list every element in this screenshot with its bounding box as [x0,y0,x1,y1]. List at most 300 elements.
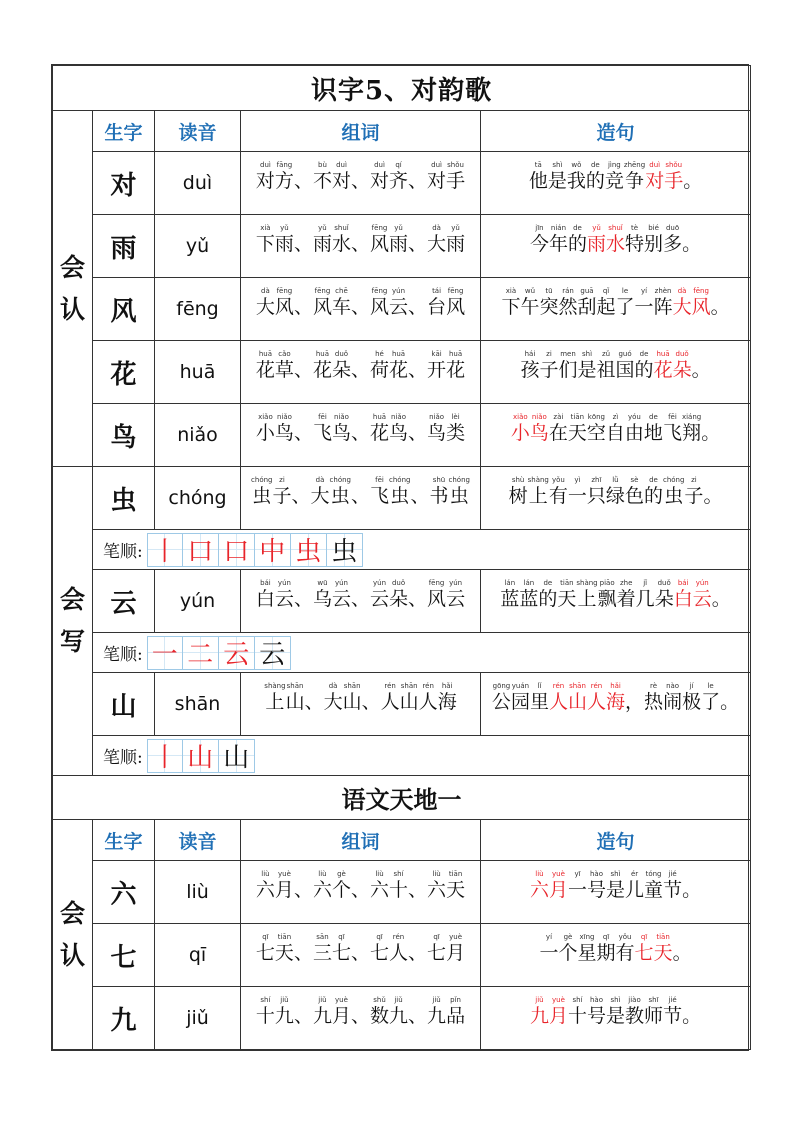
ruby-char [557,578,576,610]
hanzi: 公 [491,691,511,713]
pinyin-annotation: huā [315,350,330,358]
ruby-char [427,160,446,192]
hanzi: 云 [274,588,294,610]
pinyin-annotation: niǎo [429,413,445,421]
hanzi: 、 [408,879,428,901]
header-char: 生字 [93,820,155,861]
pinyin-annotation: shí [260,996,271,1004]
sentence-cell [481,467,751,530]
ruby-char [645,160,664,192]
ruby-char [664,160,683,192]
hanzi: 雨 [312,233,332,255]
pinyin-annotation: hé [375,350,384,358]
hanzi: 鸟 [427,422,447,444]
hanzi: 一 [539,942,559,964]
pinyin-annotation: duō [665,224,680,232]
hanzi: 花 [653,359,673,381]
pinyin-annotation: yǔ [592,224,601,232]
ruby-char [720,681,739,713]
hanzi: 上 [577,588,597,610]
ruby-char [332,869,351,901]
hanzi: 七 [634,942,654,964]
stroke-char: 山 [223,743,250,773]
pinyin-cell: chóng [155,467,241,530]
hanzi: 荷 [370,359,390,381]
pinyin-annotation: shān [286,682,304,690]
hanzi: 、 [350,942,370,964]
stroke-char: 虫 [295,537,322,567]
hanzi: 方 [274,170,294,192]
ruby-char [446,578,465,610]
ruby-char [313,223,332,255]
ruby-line [487,475,744,521]
ruby-char [389,349,408,381]
hanzi: 飞 [662,422,682,444]
pinyin-annotation: fēi [318,413,327,421]
ruby-char [663,223,682,255]
ruby-char [673,286,692,318]
hanzi: 海 [606,691,626,713]
hanzi: 热 [644,691,664,713]
pinyin-annotation: duì [649,161,661,169]
ruby-char [256,578,275,610]
ruby-char [256,869,275,901]
stroke-box [219,739,255,773]
stroke-box [219,636,255,670]
pinyin-cell: fēng [155,278,241,341]
words-cell [241,570,481,633]
pinyin-annotation: shàng [264,682,286,690]
hanzi: 三 [312,942,332,964]
pinyin-annotation: wǒ [571,161,582,169]
ruby-char [655,578,674,610]
hanzi: 自 [605,422,625,444]
ruby-char [519,578,538,610]
ruby-char [701,681,720,713]
pinyin-annotation: huā [656,350,670,358]
stroke-char: 丨 [151,743,178,773]
pinyin-annotation: tè [631,224,639,232]
ruby-char [251,475,272,507]
ruby-char [292,475,311,507]
hanzi: 人 [418,691,438,713]
ruby-line [247,412,474,458]
char-cell: 云 [93,570,155,633]
pinyin-annotation: ér [630,870,639,878]
ruby-char [663,412,682,444]
hanzi: 一 [634,296,654,318]
hanzi: 下 [501,296,521,318]
stroke-order-cell [93,530,751,570]
ruby-char [351,995,370,1027]
category-char: 会 [59,898,85,928]
pinyin-annotation: guā [580,287,594,295]
stroke-char: 一 [151,640,178,670]
pinyin-annotation: jí [689,682,694,690]
hanzi: 极 [682,691,702,713]
ruby-char [446,412,465,444]
hanzi: 风 [427,588,447,610]
hanzi: 花 [389,359,409,381]
ruby-char [520,286,539,318]
pinyin-annotation: jìng [607,161,621,169]
ruby-char [549,412,568,444]
ruby-line [247,475,474,521]
pinyin-annotation: bù [318,161,327,169]
pinyin-annotation: yún [334,579,348,587]
ruby-char [370,349,389,381]
ruby-char [587,475,606,507]
ruby-char [606,681,625,713]
ruby-char [644,869,663,901]
pinyin-annotation: shū [432,476,446,484]
hanzi: 月 [446,942,466,964]
words-cell [241,861,481,924]
stroke-order [93,636,750,670]
ruby-char [330,475,351,507]
ruby-char [568,681,587,713]
ruby-char [427,995,446,1027]
ruby-char [256,160,275,192]
ruby-char [663,475,684,507]
hanzi: 海 [437,691,457,713]
words-cell [241,404,481,467]
pinyin-annotation: gōng [492,682,511,690]
category-write [53,467,93,776]
pinyin-annotation: yóu [627,413,641,421]
hanzi: 开 [427,359,447,381]
pinyin-annotation: duǒ [334,350,349,358]
hanzi: 七 [370,942,390,964]
hanzi: 、 [350,1005,370,1027]
ruby-line [487,995,744,1041]
hanzi: 、 [361,691,381,713]
pinyin-annotation: zi [546,350,552,358]
ruby-char [446,995,465,1027]
ruby-char [294,160,313,192]
hanzi: 只 [586,485,606,507]
ruby-char [324,681,343,713]
ruby-char [549,681,568,713]
ruby-char [663,869,682,901]
hanzi: 鸟 [389,422,409,444]
pinyin-annotation: fēi [375,476,384,484]
ruby-line [487,681,744,727]
ruby-char [410,475,429,507]
ruby-char [313,286,332,318]
ruby-char [427,578,446,610]
ruby-char [511,681,530,713]
hanzi: 子 [272,485,292,507]
char-row [53,152,751,215]
ruby-char [294,349,313,381]
pinyin-annotation: chóng [662,476,685,484]
pinyin-annotation: tiān [277,933,292,941]
pinyin-annotation: qī [376,933,383,941]
pinyin-annotation: qī [338,933,345,941]
pinyin-annotation: fēng [314,287,331,295]
char-row [53,278,751,341]
char-cell: 山 [93,673,155,736]
hanzi: 。 [682,233,702,255]
pinyin-annotation: jiǔ [318,996,327,1004]
hanzi: 朵 [654,588,674,610]
hanzi: 的 [538,588,558,610]
hanzi: 、 [410,485,430,507]
ruby-char [538,578,557,610]
hanzi: 花 [446,359,466,381]
ruby-char [693,578,712,610]
ruby-char [389,995,408,1027]
ruby-char [446,932,465,964]
ruby-line [247,160,474,206]
ruby-char [351,286,370,318]
ruby-char [654,286,673,318]
ruby-char [683,160,702,192]
hanzi: 天 [653,942,673,964]
char-row [53,924,751,987]
stroke-char: 虫 [331,537,358,567]
ruby-char [294,223,313,255]
pinyin-annotation: nào [666,682,680,690]
ruby-char [644,223,663,255]
stroke-box [255,636,291,670]
hanzi: 六 [255,879,275,901]
pinyin-cell: yǔ [155,215,241,278]
hanzi: 天 [446,879,466,901]
pinyin-annotation: zì [612,413,619,421]
pinyin-annotation: liù [432,870,441,878]
ruby-char [362,681,381,713]
ruby-char [635,932,654,964]
ruby-char [625,681,644,713]
pinyin-annotation: qī [602,933,610,941]
pinyin-annotation: bái [260,579,271,587]
ruby-char [549,475,568,507]
hanzi: 阵 [653,296,673,318]
hanzi: 树 [508,485,528,507]
sentence-cell [481,152,751,215]
pinyin-annotation: duǒ [657,579,671,587]
pinyin-annotation: dà [315,476,325,484]
pinyin-annotation: rè [650,682,658,690]
pinyin-annotation: xīng [579,933,595,941]
pinyin-annotation: fēng [371,287,388,295]
hanzi: 号 [587,879,607,901]
pinyin-annotation: kōng [587,413,605,421]
stroke-box [255,533,291,567]
pinyin-annotation: lǐ [537,682,542,690]
hanzi: 、 [293,359,313,381]
pinyin-annotation: chóng [251,476,273,484]
ruby-char [446,869,465,901]
pinyin-annotation: chē [335,287,348,295]
pinyin-annotation: lán [504,579,516,587]
ruby-char [275,349,294,381]
hanzi: 是 [606,879,626,901]
ruby-char [549,869,568,901]
hanzi: 、 [408,170,428,192]
ruby-char [529,160,548,192]
ruby-char [275,223,294,255]
hanzi: 九 [312,1005,332,1027]
ruby-char [587,869,606,901]
pinyin-annotation: cǎo [278,350,291,358]
hanzi: 花 [370,422,390,444]
ruby-char [408,349,427,381]
ruby-char [427,932,446,964]
ruby-char [598,578,617,610]
pinyin-annotation: rén [384,682,396,690]
hanzi: 的 [634,359,654,381]
ruby-char [530,412,549,444]
hanzi: 月 [548,879,568,901]
hanzi: 今 [529,233,549,255]
hanzi: 山 [567,691,587,713]
pinyin-annotation: yuè [335,996,348,1004]
hanzi: 大 [310,485,330,507]
ruby-char [616,349,635,381]
ruby-char [625,475,644,507]
ruby-char [492,681,511,713]
pinyin-annotation: jié [668,870,677,878]
pinyin-annotation: yǒu [551,476,565,484]
header-row [53,820,751,861]
hanzi: 祖 [596,359,616,381]
ruby-char [682,681,701,713]
pinyin-annotation: jīn [535,224,544,232]
hanzi: 、 [293,879,313,901]
hanzi: 。 [672,942,692,964]
ruby-char [673,932,692,964]
ruby-char [311,475,330,507]
pinyin-annotation: huā [372,413,387,421]
words-cell [241,467,481,530]
ruby-char [256,412,275,444]
ruby-char [370,475,389,507]
ruby-char [644,995,663,1027]
pinyin-annotation: yǔ [394,224,403,232]
ruby-char [294,932,313,964]
ruby-char [548,160,567,192]
hanzi: 九 [389,1005,409,1027]
char-cell: 风 [93,278,155,341]
ruby-char [539,286,558,318]
ruby-char [427,286,446,318]
pinyin-annotation: shān [343,682,361,690]
ruby-char [606,869,625,901]
hanzi: 个 [558,942,578,964]
char-row [53,861,751,924]
stroke-order-row [53,530,751,570]
pinyin-annotation: shuǐ [334,224,349,232]
ruby-char [313,578,332,610]
hanzi: 对 [427,170,447,192]
ruby-char [597,349,616,381]
hanzi: 他 [528,170,548,192]
hanzi: 云 [331,588,351,610]
ruby-char [712,578,731,610]
pinyin-annotation: hào [590,870,604,878]
pinyin-annotation: fēng [693,287,709,295]
hanzi: 翔 [682,422,702,444]
ruby-char [389,223,408,255]
ruby-line [487,160,744,206]
ruby-char [351,160,370,192]
ruby-char [294,412,313,444]
ruby-char [389,286,408,318]
words-cell [241,278,481,341]
words-cell [241,924,481,987]
pinyin-annotation: shān [569,682,586,690]
hanzi: 乌 [312,588,332,610]
pinyin-annotation: rán [562,287,574,295]
hanzi: 。 [720,691,740,713]
ruby-char [449,475,470,507]
hanzi: 七 [427,942,447,964]
ruby-char [313,932,332,964]
hanzi: 。 [682,879,702,901]
ruby-char [408,223,427,255]
ruby-char [606,475,625,507]
hanzi: 特 [625,233,645,255]
ruby-char [351,578,370,610]
pinyin-annotation: men [560,350,576,358]
ruby-char [654,932,673,964]
pinyin-annotation: lèi [451,413,460,421]
hanzi: 朵 [331,359,351,381]
ruby-char [275,412,294,444]
hanzi: 不 [312,170,332,192]
hanzi: 鸟 [274,422,294,444]
hanzi: 山 [399,691,419,713]
hanzi: 对 [331,170,351,192]
ruby-char [674,578,693,610]
pinyin-annotation: zǔ [601,350,611,358]
pinyin-annotation: de [649,476,658,484]
hanzi: 小 [255,422,275,444]
category-char: 认 [59,940,85,970]
hanzi: 的 [585,170,605,192]
stroke-box [147,636,183,670]
ruby-char [530,995,549,1027]
hanzi: 六 [370,879,390,901]
ruby-char [351,869,370,901]
pinyin-annotation: yún [449,579,463,587]
hanzi: 孩 [520,359,540,381]
pinyin-annotation: shǒu [447,161,464,169]
ruby-char [663,995,682,1027]
ruby-char [617,578,636,610]
hanzi: 虫 [664,485,684,507]
pinyin-annotation: huā [258,350,272,358]
pinyin-annotation: zhēng [623,161,646,169]
hanzi: 期 [596,942,616,964]
hanzi: 七 [331,942,351,964]
pinyin-annotation: wǔ [524,287,536,295]
ruby-char [370,995,389,1027]
pinyin-annotation: zài [553,413,564,421]
ruby-char [549,995,568,1027]
hanzi: 、 [293,422,313,444]
pinyin-cell: huā [155,341,241,404]
hanzi: 、 [350,359,370,381]
pinyin-cell: jiǔ [155,987,241,1050]
ruby-char [332,578,351,610]
hanzi: 水 [331,233,351,255]
pinyin-annotation: jǐ [643,579,648,587]
hanzi: 人 [389,942,409,964]
